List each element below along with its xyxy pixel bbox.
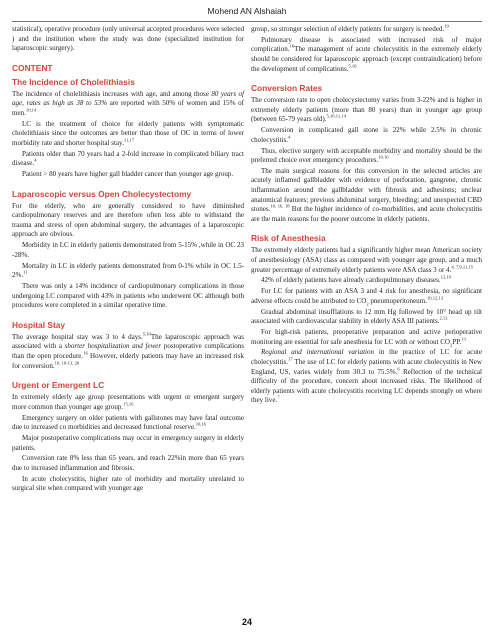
- header-rule: [12, 21, 482, 22]
- paragraph: Regional and international variation in the practice of LC for acute cholecystitis.$^{17}$ The use of LC for elderly patients with acute cholecystitis in New England, US, varies widely from 30.3 to 75.5%.$^6$ Reflection of the technical difficulty of the procedure, concern about increased risks. The likelihood of elderly patients with acute cholecystitis receiving LC depends strongly on where they live.$^7$: [251, 348, 483, 405]
- paragraph: For the elderly, who are generally considered to have diminished cardiopulmonary reserves and are therefore often less able to withstand the trauma and stress of open abdominal surgery, the advantages of a laparoscopic approach are obvious.: [12, 201, 244, 239]
- paragraph: Mortality in LC in elderly patients demonstrated from 0-1% while in OC 1.5-2%.$^{11}$: [12, 261, 244, 280]
- paragraph: The extremely elderly patients had a significantly higher mean American society of anesthesiology (ASA) class as compared with younger age group, and a much greater percentage of extremely elderly patients were ASA class 3 or 4.$^{4, 7,9,11,15}$: [251, 246, 482, 274]
- paragraph: Morbidity in LC in elderly patients demonstrated from 5-15% ,while in OC 23 -28%.: [12, 241, 244, 259]
- paragraph: There was only a 14% incidence of cardiopulmonary complications in those undergoing LC compared with 43% in patients who underwent OC although both procedures were completed in a similar operative time.: [12, 282, 244, 310]
- paragraph: LC is the treatment of choice for elderly patients with symptomatic cholelithiasis since the outcomes are better than those of OC in terms of lower morbidity rate and shorter hospital stay.$^{11,17}$: [12, 119, 244, 147]
- paragraph: The incidence of cholelithiasis increases with age, and among those 80 years of age, rates as high as 38 to 53% are reported with 50% of women and 15% of men.$^{10,14}$: [12, 89, 244, 117]
- section-heading-content: CONTENT: [12, 62, 53, 73]
- running-head-author: Mohend AN Alshaiah: [207, 6, 287, 16]
- paragraph: Emergency surgery on older patients with gallstones may have fatal outcome due to increased co morbidities and decreased functional reserve.$^{10,16}$: [12, 413, 244, 432]
- paragraph: For LC for patients with an ASA 3 and 4 risk for anesthesia, no significant adverse effects could be attributed to $CO_2$ pneumoperitoneum.$^{10,12,13}$: [251, 287, 482, 307]
- paragraph: Patient > 80 years have higher gall bladder cancer than younger age group.: [22, 170, 234, 179]
- paragraph: For high-risk patients, preoperative preparation and active perioperative monitoring are essential for safe anesthesia for LC with or without $CO_2PP.^{13}$: [251, 327, 482, 347]
- page-number: 24: [241, 617, 252, 627]
- section-heading-incidence: The Incidence of Cholelithiasis: [12, 76, 135, 87]
- paragraph: In extremely elderly age group presentations with urgent or emergent surgery more common than younger age group.$^{15,16}$: [12, 393, 244, 411]
- left-column: [12, 25, 244, 495]
- paragraph: Gradual abdominal insufflations to 12 mm Hg followed by 10° head up tilt associated with cardiovascular stability in elderly ASA III patients.$^{2,12}$: [251, 307, 482, 326]
- section-heading-hospital-stay: Hospital Stay: [12, 319, 66, 330]
- section-heading-conversion: Conversion Rates: [251, 83, 323, 94]
- right-column: [251, 25, 482, 407]
- section-heading-lap-vs-open: Laparoscopic versus Open Cholecystectomy: [12, 188, 192, 199]
- paragraph: Conversion rate 8% less than 65 years, and reach 22%in more than 65 years due to increased inflammation and fibrosis.: [12, 454, 244, 472]
- paragraph: statistical), operative procedure (only universal accepted procedures were selected ) and the institution where the study was done (specialized institution for laparoscopic surgery).: [12, 25, 244, 53]
- paragraph: Thus, elective surgery with acceptable morbidity and mortality should be the preferred choice over emergency procedures.$^{10,16}$: [251, 146, 482, 165]
- section-heading-risk-anesthesia: Risk of Anesthesia: [251, 233, 326, 244]
- paragraph: In acute cholecystitis, higher rate of morbidity and mortality unrelated to surgical site when compared with younger age: [12, 474, 244, 493]
- paragraph: Major postoperative complications may occur in emergency surgery in elderly patients.: [12, 433, 244, 452]
- paragraph: 42% of elderly patients have already cardiopulmonary diseases.$^{12,19}$: [261, 275, 451, 285]
- paragraph: Pulmonary disease is associated with increased risk of major complication.$^{10}$The management of acute cholecystitis in the extremely elderly should be considered for laparoscopic approach (except contraindication) before the development of complications.$^{5,16}$: [251, 35, 482, 73]
- paragraph: The average hospital stay was 3 to 4 days.$^{5,10}$The laparoscopic approach was associated with a shorter hospitalization and fewer postoperative complications than the open procedure.$^{16}$ However, elderly patients may have an increased risk for conversion.$^{10, 18-13, 20}$: [12, 331, 244, 370]
- paragraph: The conversion rate to open cholecystectomy varies from 3-22% and is higher in extremely elderly patients (more than 80 years) than in younger age group (between 65-79 years old).$^{5,10,11,14}$: [251, 96, 482, 124]
- paragraph: The main surgical reasons for this conversion in the selected articles are acutely inflamed gallbladder with evidence of perforation, gangrene, chronic inflammation around the gallbladder with fibrosis and adhesions; unclear anatomical features; previous abdominal surgery, bleeding; and unexpected CBD stones.$^{10, 16, 18}$ But the higher incidence of co-morbidities, and acute cholecystitis are the main reasons for the poorer outcome in elderly patients.: [251, 166, 482, 223]
- paragraph: Patients older than 70 years had a 2-fold increase in complicated biliary tract disease.$^4$: [12, 149, 244, 168]
- paragraph: Conversion in complicated gall stone is 22% while 2.5% in chronic cholecystitis.$^4$: [251, 126, 482, 144]
- paragraph: group, so stronger selection of elderly patients for surgery is needed.$^{19}$: [251, 23, 449, 33]
- section-heading-urgent: Urgent or Emergent LC: [12, 380, 105, 391]
